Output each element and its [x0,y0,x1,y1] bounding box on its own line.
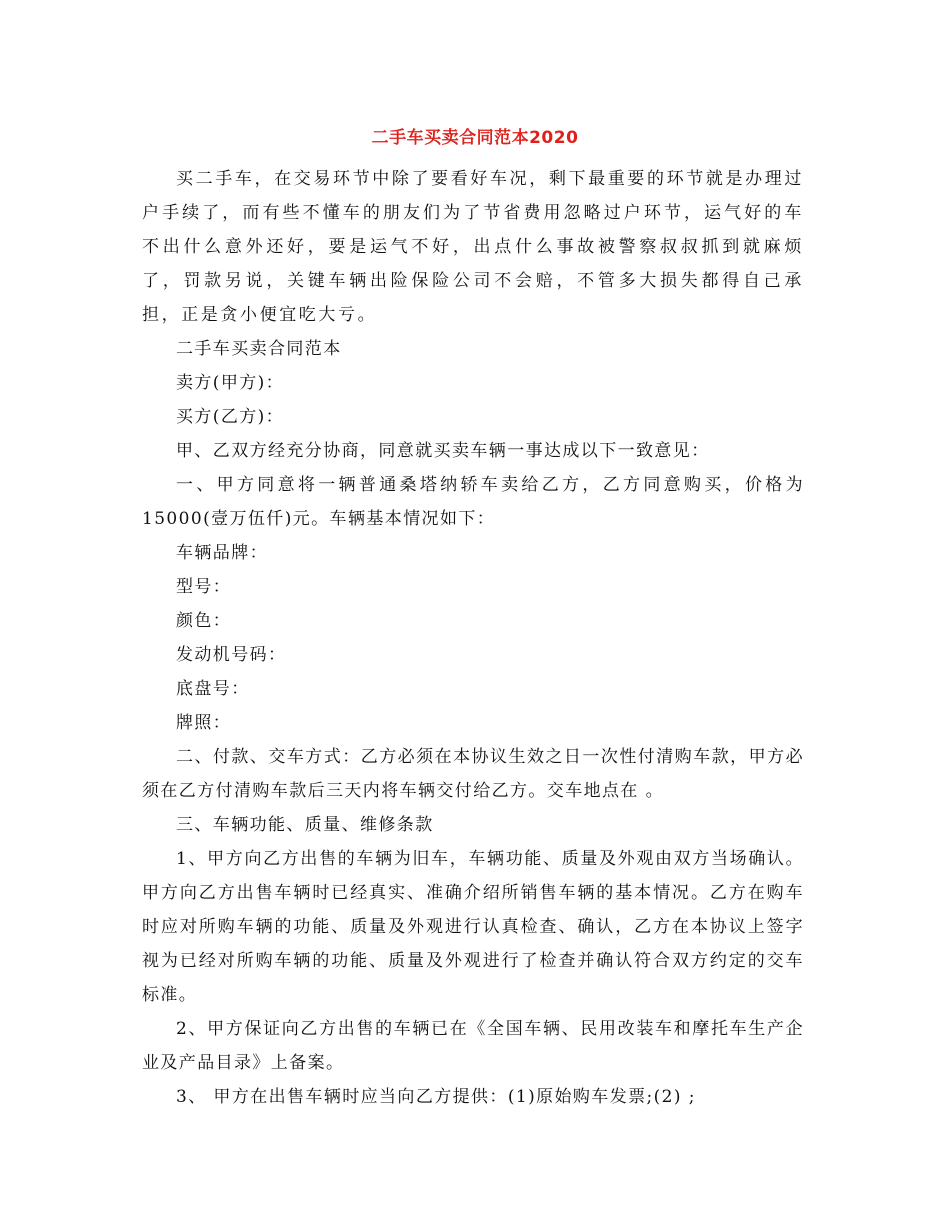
clause-three-item-3: 3、 甲方在出售车辆时应当向乙方提供：(1)原始购车发票;(2) ; [176,1087,696,1107]
engine-number-line: 发动机号码： [176,645,287,665]
document-body [142,162,804,1114]
seller-line: 卖方(甲方)： [176,373,285,393]
agreement-line: 甲、乙双方经充分协商，同意就买卖车辆一事达成以下一致意见： [176,441,710,461]
clause-two: 二、付款、交车方式：乙方必须在本协议生效之日一次性付清购车款，甲方必须在乙方付清购车款后三天内将车辆交付给乙方。交车地点在 。 [142,747,804,801]
chassis-number-line: 底盘号： [176,679,250,699]
clause-one: 一、甲方同意将一辆普通桑塔纳轿车卖给乙方，乙方同意购买，价格为15000(壹万伍仟)元。车辆基本情况如下： [142,475,804,529]
vehicle-model-line: 型号： [176,577,232,597]
buyer-line: 买方(乙方)： [176,407,285,427]
vehicle-color-line: 颜色： [176,611,232,631]
clause-three-item-2: 2、甲方保证向乙方出售的车辆已在《全国车辆、民用改装车和摩托车生产企业及产品目录》上备案。 [142,1019,804,1073]
document-title: 二手车买卖合同范本2020 [371,128,579,148]
clause-three-item-1: 1、甲方向乙方出售的车辆为旧车，车辆功能、质量及外观由双方当场确认。甲方向乙方出售车辆时已经真实、准确介绍所销售车辆的基本情况。乙方在购车时应对所购车辆的功能、质量及外观进行认真检查、确认，乙方在本协议上签字视为已经对所购车辆的功能、质量及外观进行了检查并确认符合双方约定的交车标准。 [142,849,804,1005]
clause-three-heading: 三、车辆功能、质量、维修条款 [176,815,434,835]
intro-paragraph: 买二手车，在交易环节中除了要看好车况，剩下最重要的环节就是办理过户手续了，而有些不懂车的朋友们为了节省费用忽略过户环节，运气好的车不出什么意外还好，要是运气不好，出点什么事故被警察叔叔抓到就麻烦了，罚款另说，关键车辆出险保险公司不会赔，不管多大损失都得自己承担，正是贪小便宜吃大亏。 [142,169,804,325]
vehicle-brand-line: 车辆品牌： [176,543,268,563]
contract-heading: 二手车买卖合同范本 [176,339,342,359]
license-plate-line: 牌照： [176,713,232,733]
